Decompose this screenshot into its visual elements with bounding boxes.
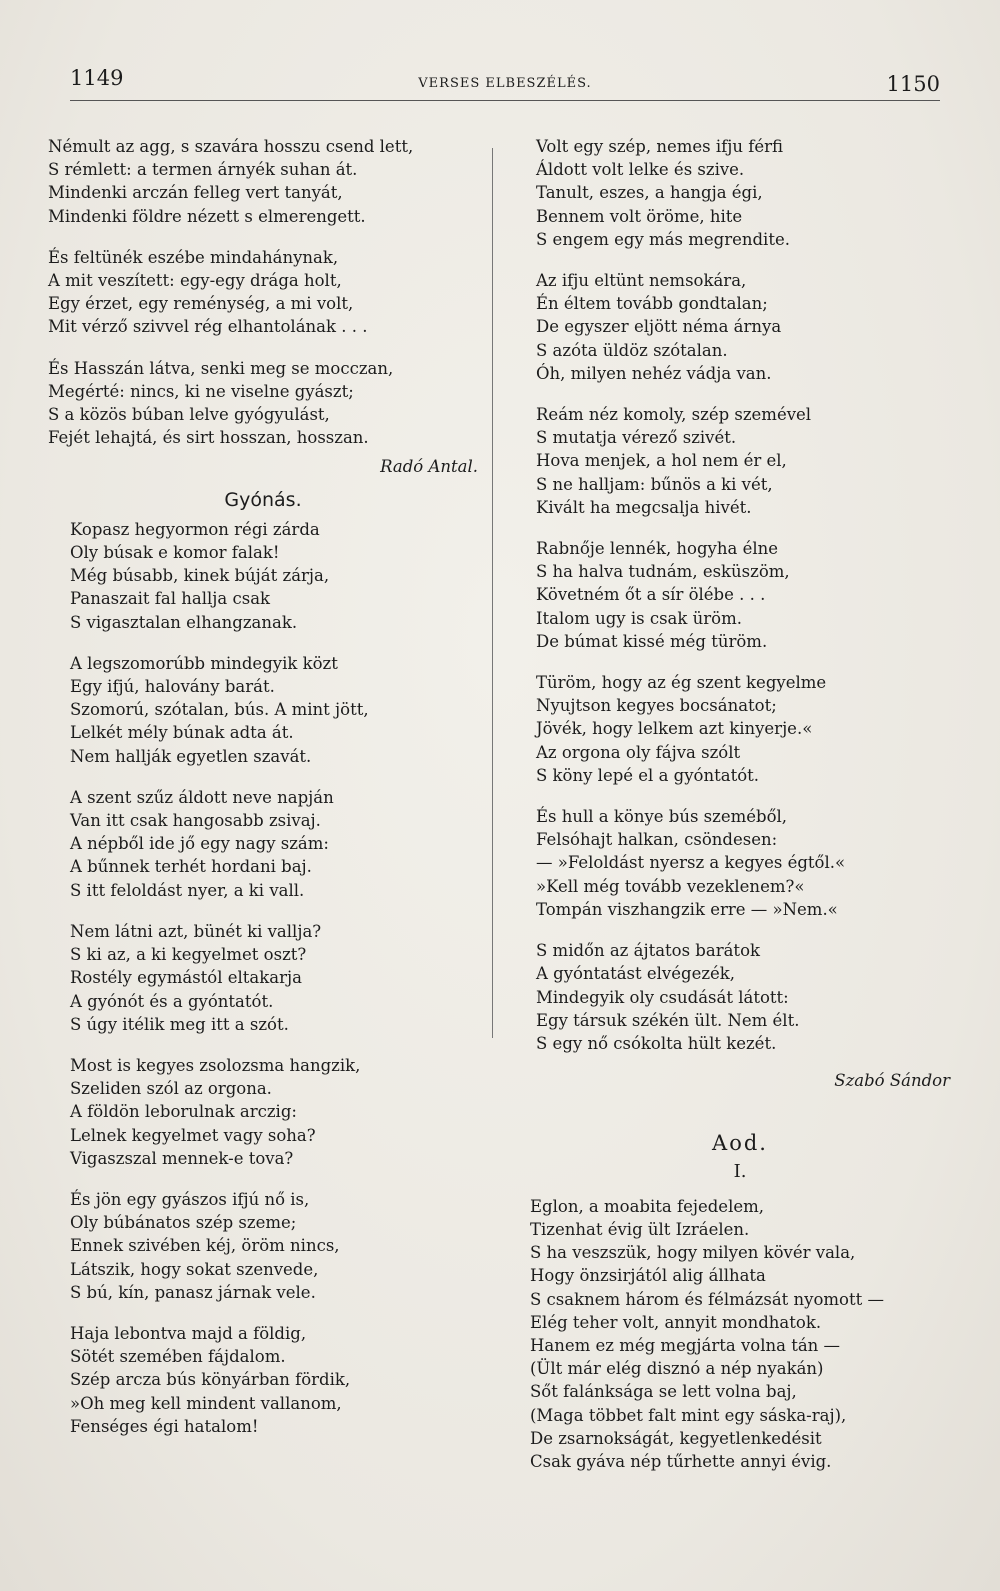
verse-line: Felsóhajt halkan, csöndesen: (536, 830, 778, 850)
verse-line: A szent szűz áldott neve napján (70, 787, 334, 807)
poem-title-gyonas: Gyónás. (224, 488, 302, 511)
poem-gyonas-part2 (530, 135, 950, 1055)
stanza (48, 246, 478, 339)
verse-line: S ne halljam: bűnös a ki vét, (536, 474, 773, 494)
verse-line: Italom ugy is csak üröm. (536, 608, 742, 628)
verse-line: Megérté: nincs, ki ne viselne gyászt; (48, 381, 354, 401)
verse-line: S azóta üldöz szótalan. (536, 340, 728, 360)
verse-line: Egy érzet, egy reménység, a mi volt, (48, 294, 354, 314)
poem-title-aod: Aod. (712, 1131, 768, 1156)
verse-line: Oly búbánatos szép szeme; (70, 1213, 297, 1233)
verse-line: Nyujtson kegyes bocsánatot; (536, 696, 777, 716)
stanza (70, 1054, 478, 1170)
verse-line: Volt egy szép, nemes ifju férfi (536, 137, 784, 156)
verse-line: Tanult, eszes, a hangja égi, (536, 183, 763, 203)
verse-line: Mindenki arczán felleg vert tanyát, (48, 183, 343, 203)
verse-line: És jön egy gyászos ifjú nő is, (70, 1189, 310, 1209)
poem-gyonas-part1 (48, 518, 478, 1438)
stanza (48, 135, 478, 228)
verse-line: — »Feloldást nyersz a kegyes égtől.« (536, 853, 846, 873)
verse-line: Még búsabb, kinek búját zárja, (70, 566, 330, 586)
verse-line: Lelkét mély búnak adta át. (70, 723, 294, 743)
verse-line: Vigaszszal mennek-e tova? (70, 1148, 294, 1168)
verse-line: Oly búsak e komor falak! (70, 543, 280, 563)
verse-line: Szomorú, szótalan, bús. A mint jött, (70, 700, 369, 720)
verse-line: Kivált ha megcsalja hivét. (536, 497, 752, 517)
stanza (70, 920, 478, 1036)
stanza (48, 357, 478, 450)
column-divider (492, 148, 493, 1038)
verse-line: Bennem volt öröme, hite (536, 206, 743, 226)
verse-line: A mit veszített: egy-egy drága holt, (48, 271, 342, 291)
verse-line: Követném őt a sír ölébe . . . (536, 585, 766, 605)
verse-line: Rostély egymástól eltakarja (70, 968, 302, 988)
verse-line: Hogy önzsirjától alig állhata (530, 1266, 766, 1286)
running-title: VERSES ELBESZÉLÉS. (418, 76, 592, 91)
poem-aod-part1 (530, 1195, 950, 1473)
verse-line: Haja lebontva majd a földig, (70, 1323, 307, 1343)
verse-line: Áldott volt lelke és szive. (536, 160, 745, 180)
verse-line: S egy nő csókolta hült kezét. (536, 1033, 777, 1053)
verse-line: A gyóntatást elvégezék, (536, 964, 736, 984)
verse-line: Rabnője lennék, hogyha élne (536, 539, 779, 559)
verse-line: S köny lepé el a gyóntatót. (536, 765, 760, 785)
verse-line: De búmat kissé még türöm. (536, 631, 768, 651)
verse-line: Fejét lehajtá, és sirt hosszan, hosszan. (48, 428, 369, 448)
signature-szabo-sandor: Szabó Sándor (834, 1071, 950, 1091)
verse-line: Jövék, hogy lelkem azt kinyerje.« (536, 719, 813, 739)
verse-line: Nem látni azt, bünét ki vallja? (70, 921, 322, 941)
stanza (70, 1188, 478, 1304)
verse-line: S a közös búban lelve gyógyulást, (48, 405, 330, 425)
verse-line: S csaknem három és félmázsát nyomott — (530, 1289, 885, 1309)
page-number-left: 1149 (70, 66, 124, 90)
verse-line: Türöm, hogy az ég szent kegyelme (536, 673, 827, 693)
verse-line: Mit vérző szivvel rég elhantolának . . . (48, 317, 368, 337)
stanza (536, 537, 950, 653)
verse-line: S midőn az ájtatos barátok (536, 941, 760, 961)
verse-line: (Ült már elég disznó a nép nyakán) (530, 1359, 824, 1379)
verse-line: A bűnnek terhét hordani baj. (70, 857, 312, 877)
verse-line: Most is kegyes zsolozsma hangzik, (70, 1055, 361, 1075)
verse-line: S ha veszszük, hogy milyen kövér vala, (530, 1243, 856, 1263)
verse-line: »Kell még tovább vezeklenem?« (536, 876, 805, 896)
verse-line: Szép arcza bús könyárban fördik, (70, 1370, 351, 1390)
verse-line: De egyszer eljött néma árnya (536, 317, 782, 337)
verse-line: S úgy itélik meg itt a szót. (70, 1014, 289, 1034)
verse-line: Eglon, a moabita fejedelem, (530, 1196, 764, 1216)
stanza (70, 518, 478, 634)
verse-line: De zsarnokságát, kegyetlenkedésit (530, 1428, 822, 1448)
verse-line: Nem hallják egyetlen szavát. (70, 746, 312, 766)
verse-line: Tizenhat évig ült Izráelen. (530, 1219, 750, 1239)
stanza (530, 1195, 950, 1473)
verse-line: Az ifju eltünt nemsokára, (536, 271, 747, 291)
verse-line: Reám néz komoly, szép szemével (536, 405, 812, 425)
verse-line: Sőt falánksága se lett volna baj, (530, 1382, 797, 1402)
stanza (70, 652, 478, 768)
verse-line: Van itt csak hangosabb zsivaj. (70, 811, 321, 831)
verse-line: Tompán viszhangzik erre — »Nem.« (536, 899, 838, 919)
stanza (536, 269, 950, 385)
verse-line: Hova menjek, a hol nem ér el, (536, 451, 787, 471)
verse-line: És Hasszán látva, senki meg se mocczan, (48, 358, 394, 378)
verse-line: Az orgona oly fájva szólt (536, 742, 741, 762)
stanza (536, 805, 950, 921)
verse-line: Panaszait fal hallja csak (70, 589, 271, 609)
right-column (530, 135, 950, 1491)
poem-ending (48, 135, 478, 449)
verse-line: S engem egy más megrendite. (536, 229, 790, 249)
section-numeral: I. (733, 1160, 747, 1182)
verse-line: Szeliden szól az orgona. (70, 1079, 272, 1099)
verse-line: Ennek szivében kéj, öröm nincs, (70, 1236, 340, 1256)
verse-line: Némult az agg, s szavára hosszu csend lett, (48, 137, 414, 156)
page-header (70, 60, 940, 101)
verse-line: Kopasz hegyormon régi zárda (70, 519, 320, 539)
signature-rado-antal: Radó Antal. (380, 457, 478, 477)
stanza (70, 1322, 478, 1438)
verse-line: (Maga többet falt mint egy sáska-raj), (530, 1405, 847, 1425)
verse-line: A gyónót és a gyóntatót. (70, 991, 274, 1011)
verse-line: A legszomorúbb mindegyik közt (70, 653, 338, 673)
verse-line: S vigasztalan elhangzanak. (70, 612, 298, 632)
verse-line: Egy társuk székén ült. Nem élt. (536, 1010, 800, 1030)
verse-line: Lelnek kegyelmet vagy soha? (70, 1125, 316, 1145)
left-column (48, 135, 478, 1456)
stanza (536, 939, 950, 1055)
verse-line: Csak gyáva nép tűrhette annyi évig. (530, 1451, 832, 1471)
verse-line: S ha halva tudnám, esküszöm, (536, 562, 790, 582)
verse-line: Sötét szemében fájdalom. (70, 1347, 286, 1367)
verse-line: Mindegyik oly csudását látott: (536, 987, 789, 1007)
stanza (536, 671, 950, 787)
verse-line: Mindenki földre nézett s elmerengett. (48, 206, 366, 226)
stanza (536, 403, 950, 519)
verse-line: Fenséges égi hatalom! (70, 1416, 259, 1436)
verse-line: S bú, kín, panasz járnak vele. (70, 1282, 316, 1302)
verse-line: S itt feloldást nyer, a ki vall. (70, 880, 305, 900)
verse-line: Hanem ez még megjárta volna tán — (530, 1335, 841, 1355)
verse-line: S rémlett: a termen árnyék suhan át. (48, 160, 358, 180)
verse-line: S ki az, a ki kegyelmet oszt? (70, 945, 307, 965)
verse-line: A földön leborulnak arczig: (70, 1102, 297, 1122)
page-number-right: 1150 (886, 72, 940, 96)
verse-line: Én éltem tovább gondtalan; (536, 294, 768, 314)
verse-line: S mutatja vérező szivét. (536, 428, 737, 448)
verse-line: »Oh meg kell mindent vallanom, (70, 1393, 342, 1413)
verse-line: Látszik, hogy sokat szenvede, (70, 1259, 319, 1279)
stanza (536, 135, 950, 251)
verse-line: Elég teher volt, annyit mondhatok. (530, 1312, 822, 1332)
verse-line: És hull a könye bús szeméből, (536, 807, 788, 827)
verse-line: Óh, milyen nehéz vádja van. (536, 363, 772, 383)
verse-line: A népből ide jő egy nagy szám: (70, 834, 329, 854)
verse-line: Egy ifjú, halovány barát. (70, 677, 275, 697)
stanza (70, 786, 478, 902)
verse-line: És feltünék eszébe mindahánynak, (48, 247, 339, 267)
